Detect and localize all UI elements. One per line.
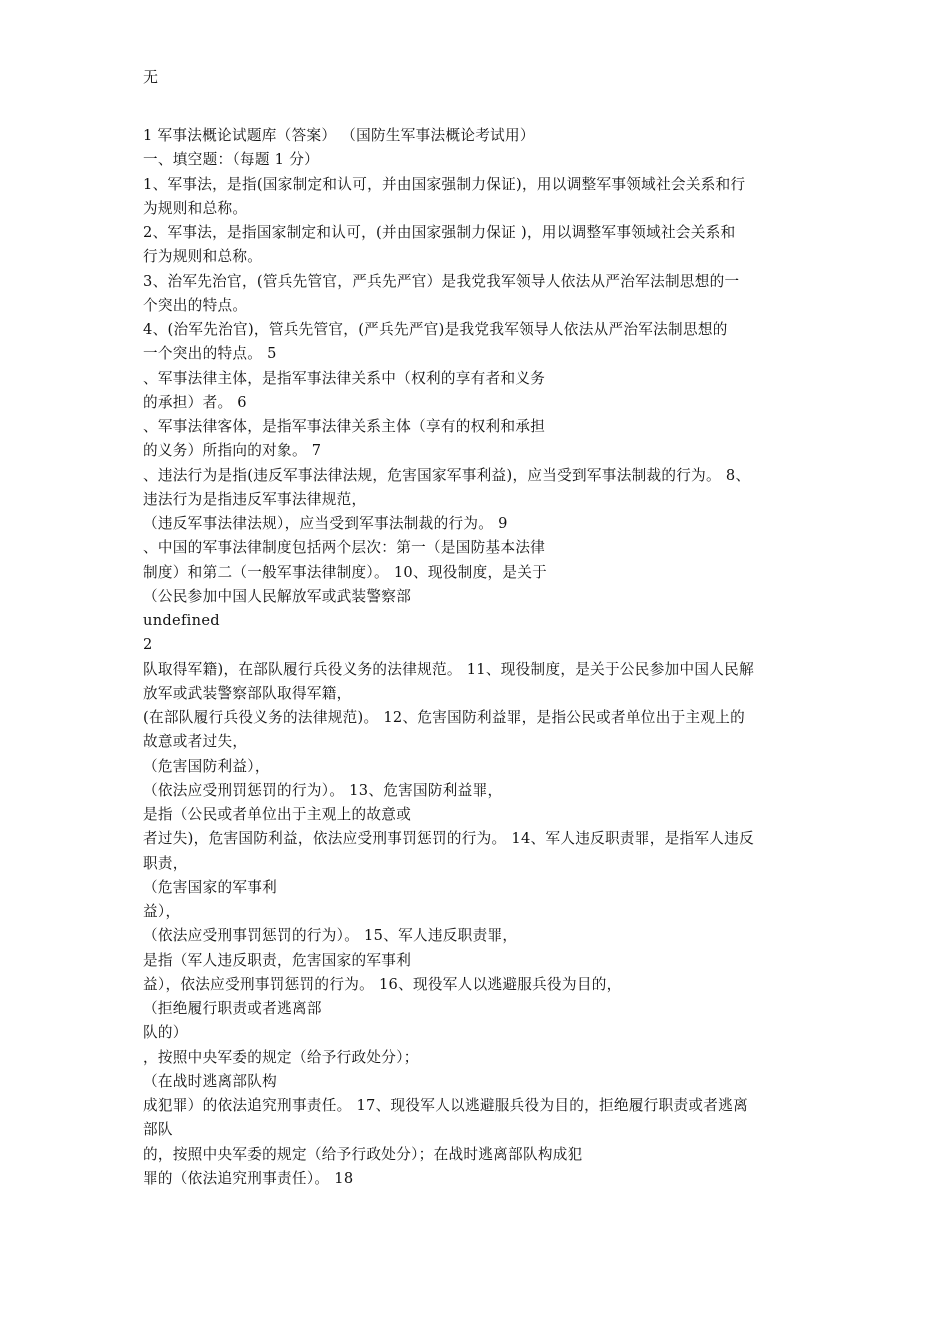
text-line: （违反军事法律法规），应当受到军事法制裁的行为。 9 — [143, 515, 508, 532]
text-line: 违法行为是指违反军事法律规范， — [143, 490, 367, 508]
text-line: （公民参加中国人民解放军或武装警察部 — [143, 587, 412, 605]
text-line: ，按照中央军委的规定（给予行政处分）； — [143, 1048, 419, 1066]
text-line: （依法应受刑罚惩罚的行为）。 13、危害国防利益罪， — [143, 781, 503, 799]
text-line: 队的） — [143, 1024, 188, 1042]
text-line: 1、军事法，是指(国家制定和认可，并由国家强制力保证)，用以调整军事领域社会关系和行 — [143, 175, 746, 193]
text-line: 职责， — [143, 854, 188, 872]
text-line: 一个突出的特点。 5 — [143, 345, 277, 363]
text-line: 1 军事法概论试题库（答案） （国防生军事法概论考试用） — [143, 127, 535, 144]
text-line: 是指（公民或者单位出于主观上的故意或 — [143, 806, 412, 823]
text-line: 的，按照中央军委的规定（给予行政处分）；在战时逃离部队构成犯 — [143, 1145, 583, 1163]
text-line: 益），依法应受刑事罚惩罚的行为。 16、现役军人以逃避服兵役为目的， — [143, 975, 622, 993]
text-line: 个突出的特点。 — [143, 296, 248, 314]
text-line: （在战时逃离部队构 — [143, 1072, 278, 1090]
text-line: 部队 — [143, 1121, 173, 1139]
text-line: 故意或者过失， — [143, 733, 248, 751]
text-line: 益）， — [143, 903, 181, 920]
text-line: 、违法行为是指(违反军事法律法规，危害国家军事利益)，应当受到军事法制裁的行为。 8、 — [143, 466, 751, 484]
text-line: （危害国家的军事利 — [143, 878, 278, 896]
text-line: 、中国的军事法律制度包括两个层次：第一（是国防基本法律 — [143, 539, 546, 557]
text-line: 罪的（依法追究刑事责任）。 18 — [143, 1169, 354, 1187]
text-line: 成犯罪）的依法追究刑事责任。 17、现役军人以逃避服兵役为目的，拒绝履行职责或者逃离 — [143, 1097, 748, 1114]
text-line: (在部队履行兵役义务的法律规范)。 12、危害国防利益罪，是指公民或者单位出于主观上的 — [143, 709, 746, 726]
text-line: 为规则和总称。 — [143, 199, 248, 217]
text-line: 放军或武装警察部队取得军籍， — [143, 684, 352, 702]
text-line: （依法应受刑事罚惩罚的行为）。 15、军人违反职责罪， — [143, 927, 518, 945]
document-body — [143, 124, 811, 1191]
text-line: 的义务）所指向的对象。 7 — [143, 442, 322, 460]
text-line: undefined — [143, 612, 220, 629]
text-line: 、军事法律主体，是指军事法律关系中（权利的享有者和义务 — [143, 369, 546, 387]
text-line: 4、(治军先治官)，管兵先管官，(严兵先严官)是我党我军领导人依法从严治军法制思想的 — [143, 321, 728, 338]
text-line: 制度）和第二（一般军事法律制度）。 10、现役制度，是关于 — [143, 563, 548, 581]
text-line: 的承担）者。 6 — [143, 393, 247, 411]
text-line: 、军事法律客体，是指军事法律关系主体（享有的权利和承担 — [143, 418, 546, 435]
text-line: （拒绝履行职责或者逃离部 — [143, 1000, 322, 1017]
text-line: 2、军事法，是指国家制定和认可，(并由国家强制力保证 )，用以调整军事领域社会关系和 — [143, 224, 736, 241]
text-line: 队取得军籍)，在部队履行兵役义务的法律规范。 11、现役制度，是关于公民参加中国人民解 — [143, 660, 754, 678]
text-line: 一、填空题：（每题 1 分） — [143, 151, 319, 169]
text-line: 是指（军人违反职责，危害国家的军事利 — [143, 951, 412, 969]
text-line: （危害国防利益）， — [143, 757, 270, 775]
text-line: 者过失)，危害国防利益，依法应受刑事罚惩罚的行为。 14、军人违反职责罪，是指军人违反 — [143, 830, 754, 848]
text-line: 行为规则和总称。 — [143, 248, 263, 266]
header-mark: 无 — [143, 68, 159, 86]
text-line: 3、治军先治官，(管兵先管官，严兵先严官）是我党我军领导人依法从严治军法制思想的一 — [143, 272, 740, 290]
text-line: 2 — [143, 636, 153, 654]
